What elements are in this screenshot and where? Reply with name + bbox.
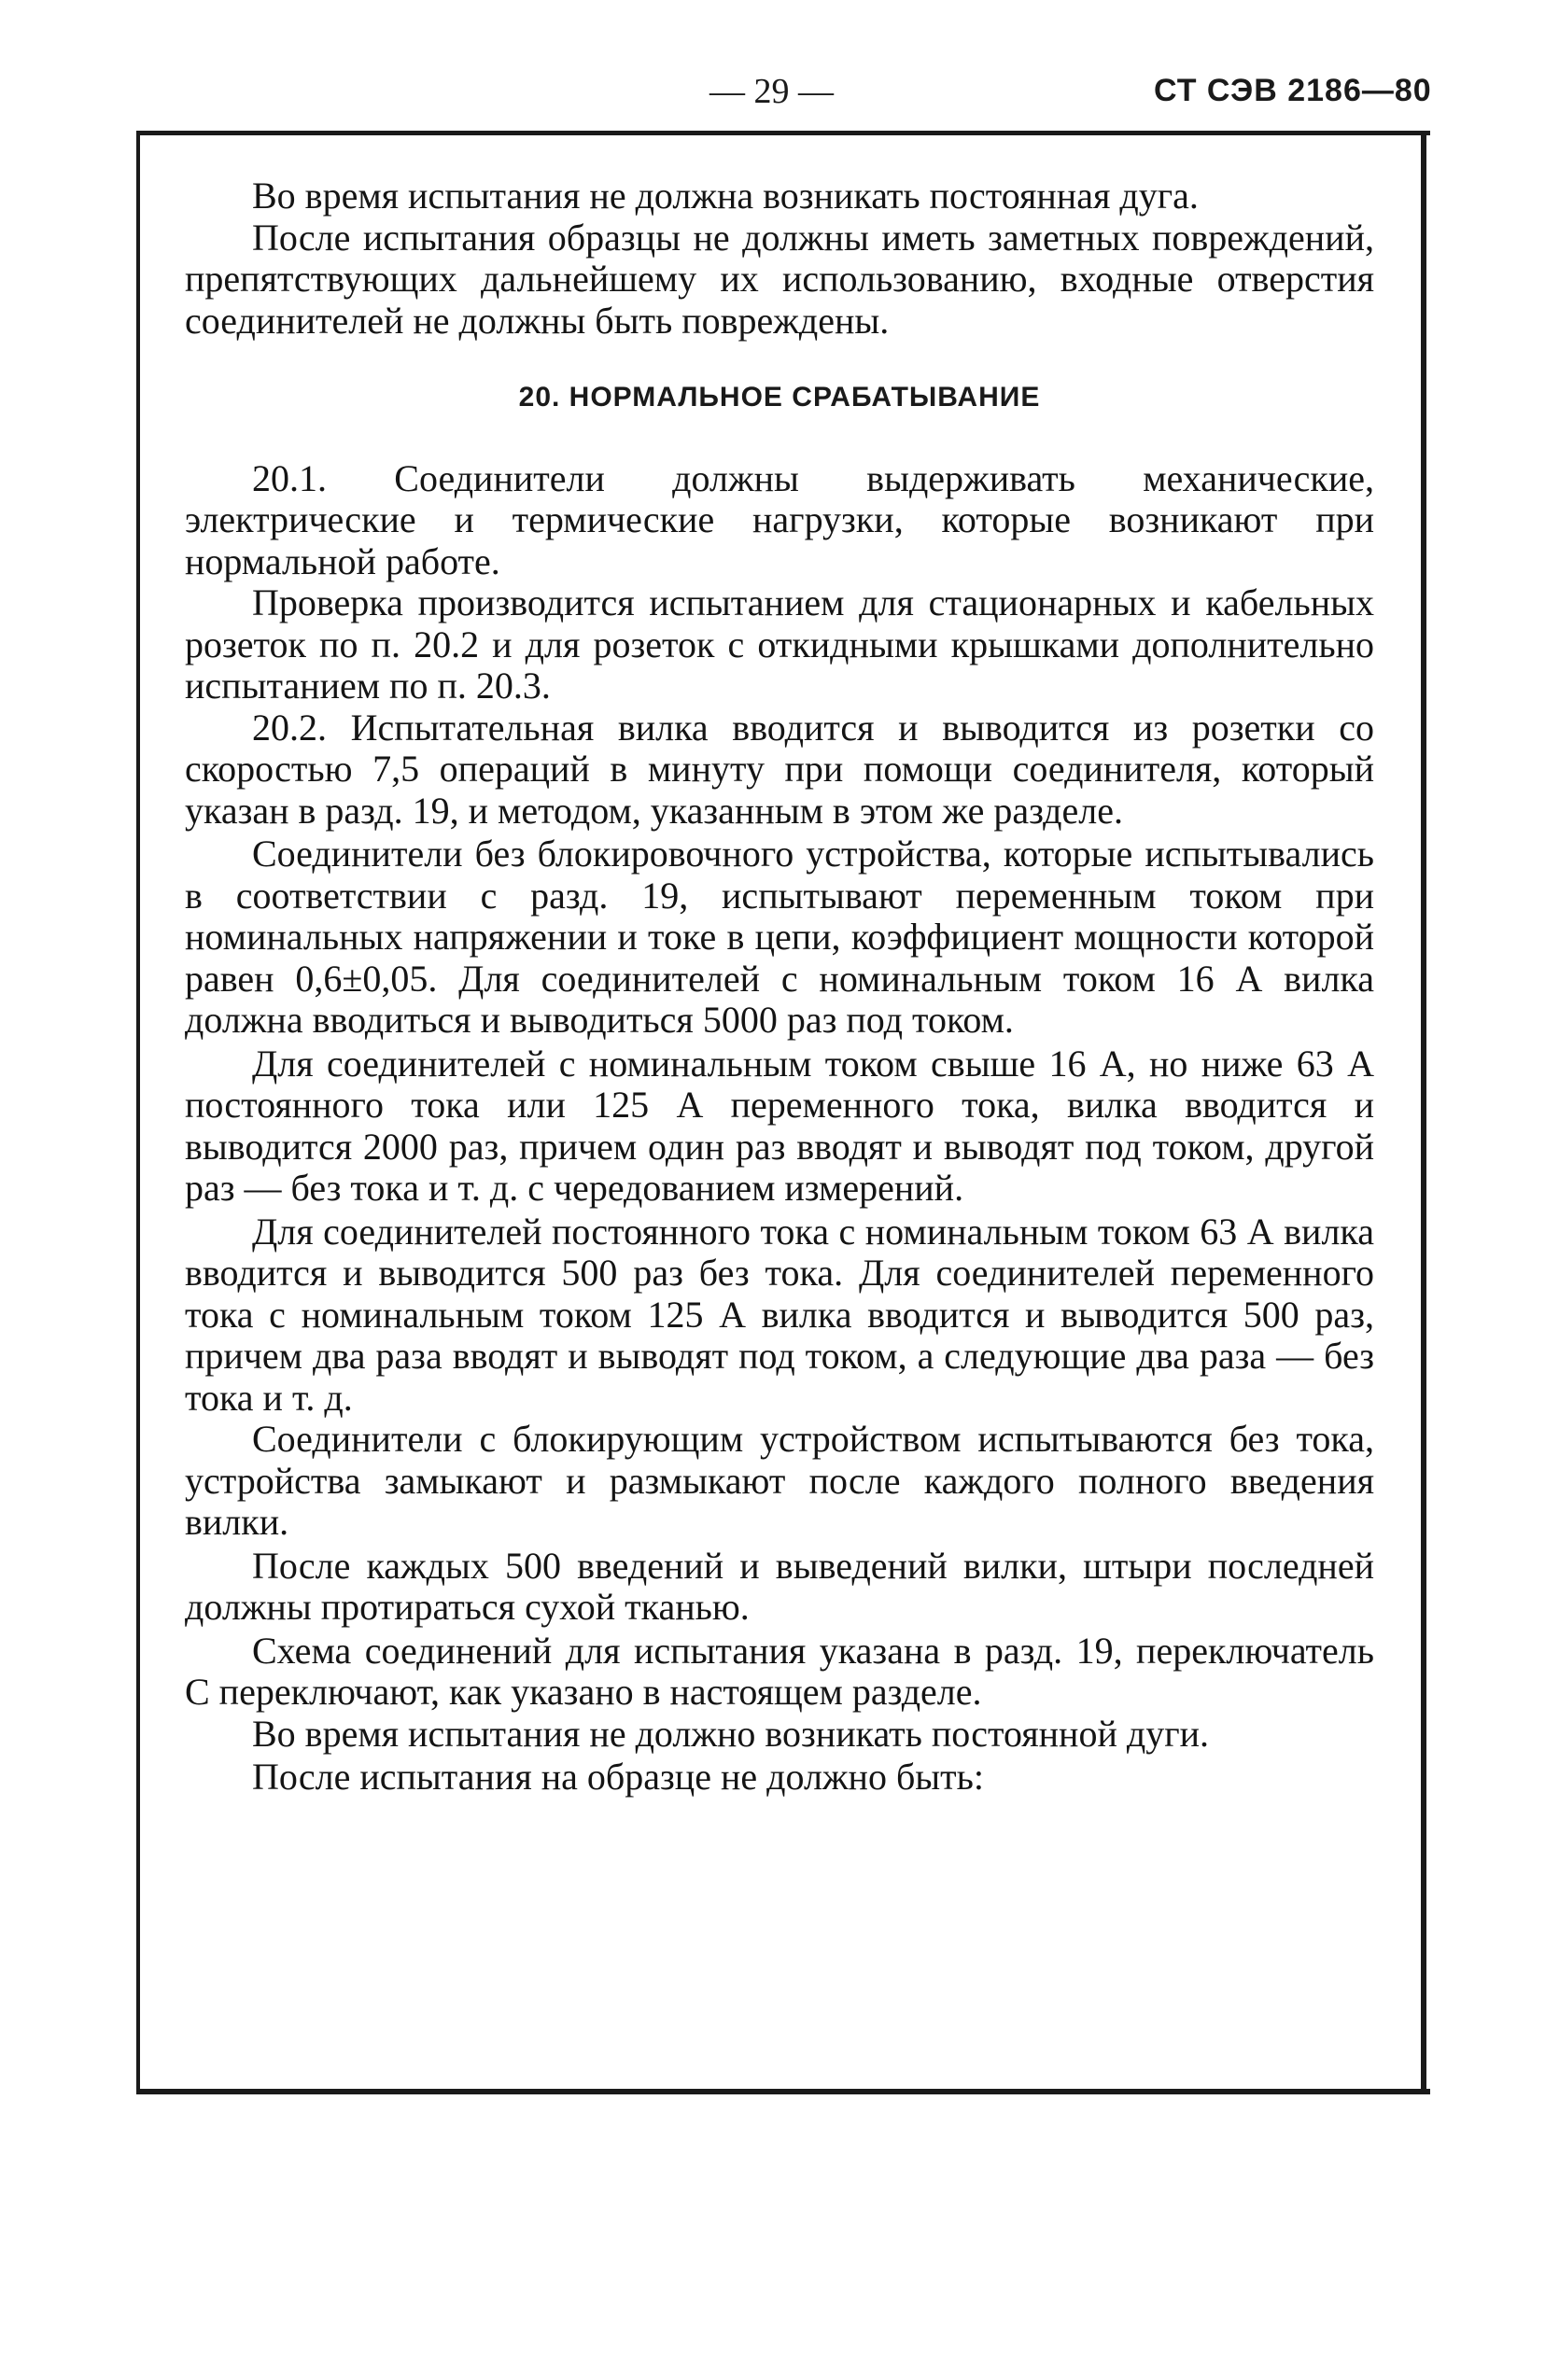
paragraph: Соединители без блокировочного устройства, которые испытывались в соответствии с разд. 19, испытывают переменным током при номинальных напряжении и токе в цепи, коэффициент мощности которой равен 0,6±0,05. Для соединителей с номинальным током 16 А вилка должна вводиться и выводиться 5000 раз под током. (185, 833, 1374, 1041)
section-heading: 20. НОРМАЛЬНОЕ СРАБАТЫВАНИЕ (518, 382, 1041, 413)
paragraph: После каждых 500 введений и выведений вилки, штыри последней должны протираться сухой тканью. (185, 1544, 1374, 1628)
frame-bottom-rule (136, 2089, 1430, 2094)
frame-right-rule (1421, 131, 1426, 2094)
standard-code: СТ СЭВ 2186—80 (1154, 73, 1432, 108)
paragraph: Для соединителей постоянного тока с номинальным током 63 А вилка вводится и выводится 500 раз без тока. Для соединителей переменного тока с номинальным током 125 А вилка вводится и выводится 500 раз, причем два раза вводят и выводят под током, а следующие два раза — без тока и т. д. (185, 1210, 1374, 1419)
paragraph: Схема соединений для испытания указана в разд. 19, переключатель С переключают, как указано в настоящем разделе. (185, 1629, 1374, 1713)
paragraph: Соединители с блокирующим устройством испытываются без тока, устройства замыкают и размыкают после каждого полного введения вилки. (185, 1418, 1374, 1543)
paragraph: 20.2. Испытательная вилка вводится и выводится из розетки со скоростью 7,5 операций в минуту при помощи соединителя, который указан в разд. 19, и методом, указанным в этом же разделе. (185, 706, 1374, 832)
paragraph: После испытания на образце не должно быть: (252, 1756, 985, 1798)
page-header (0, 71, 1545, 118)
paragraph: Во время испытания не должно возникать постоянной дуги. (252, 1712, 1210, 1755)
frame-left-rule (136, 131, 140, 2094)
page-number: — 29 — (709, 72, 834, 111)
paragraph: Проверка производится испытанием для стационарных и кабельных розеток по п. 20.2 и для розеток с откидными крышками дополнительно испытанием по п. 20.3. (185, 581, 1374, 707)
frame-top-rule (136, 131, 1430, 135)
page-content (185, 175, 1374, 1799)
paragraph: 20.1. Соединители должны выдерживать механические, электрические и термические нагрузки, которые возникают при нормальной работе. (185, 456, 1374, 582)
paragraph: Для соединителей с номинальным током свыше 16 А, но ниже 63 А постоянного тока или 125 А переменного тока, вилка вводится и выводится 2000 раз, причем один раз вводят и выводят под током, другой раз — без тока и т. д. с чередованием измерений. (185, 1042, 1374, 1209)
paragraph: Во время испытания не должна возникать постоянная дуга. (252, 175, 1199, 217)
paragraph: После испытания образцы не должны иметь заметных повреждений, препятствующих дальнейшему их использованию, входные отверстия соединителей не должны быть повреждены. (185, 216, 1374, 342)
